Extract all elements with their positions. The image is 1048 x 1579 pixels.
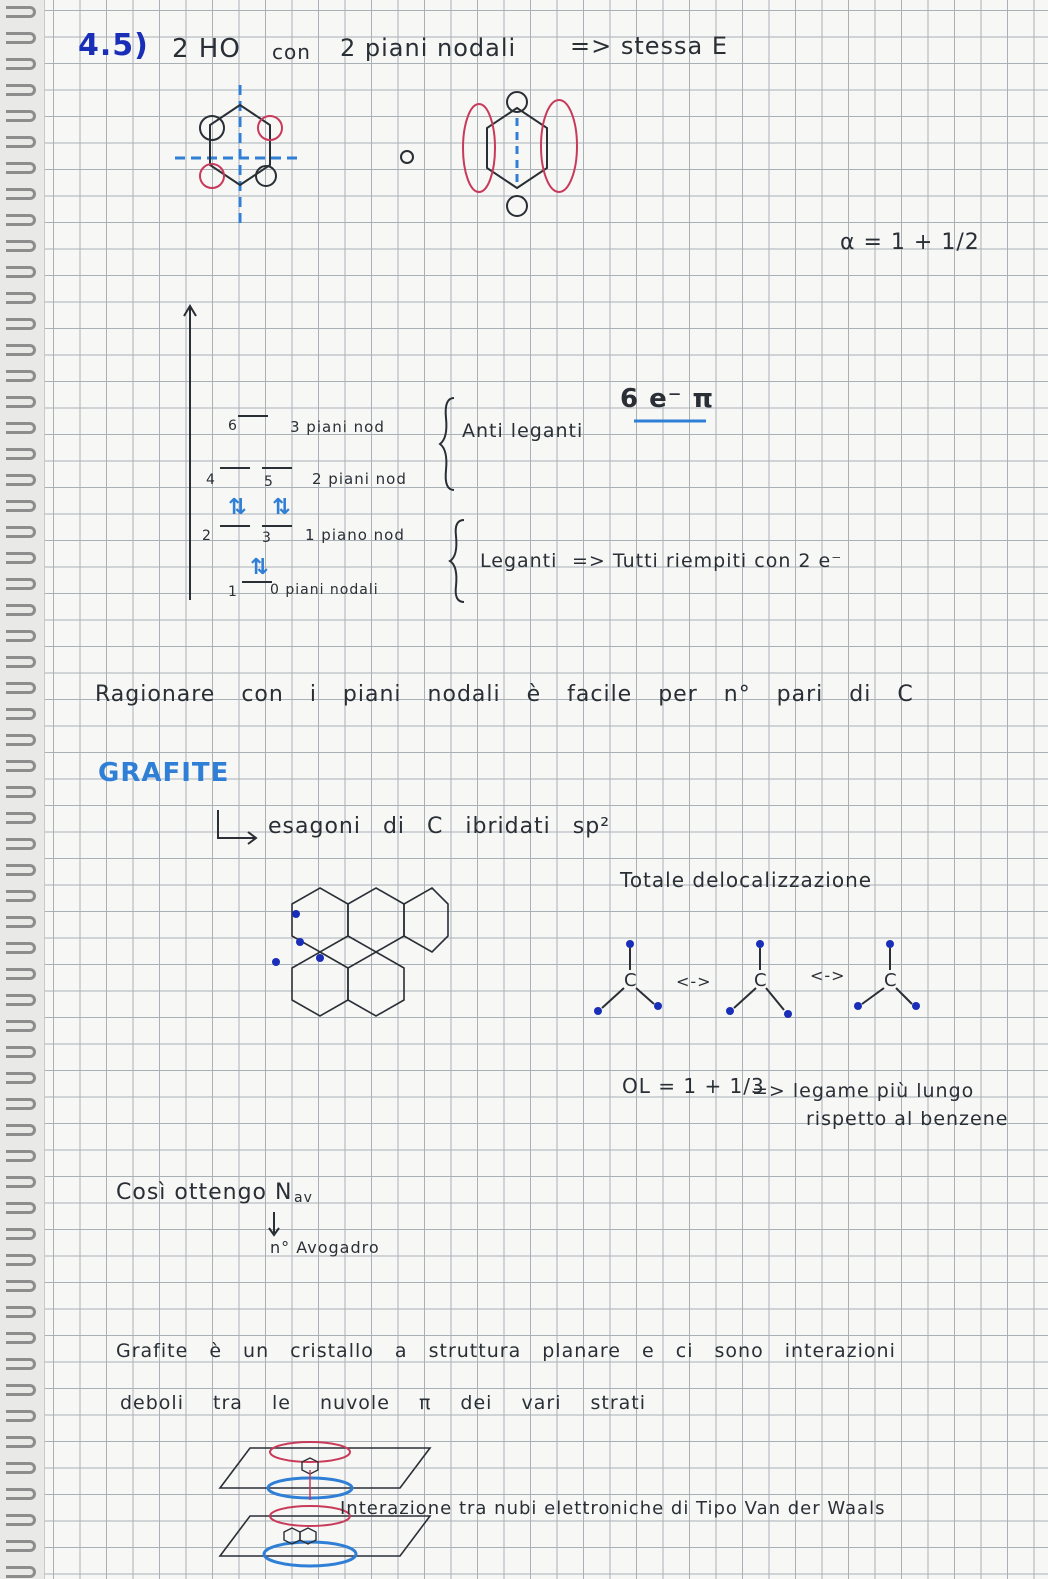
- spiral-coil: [6, 344, 36, 356]
- spiral-coil: [6, 630, 36, 642]
- spiral-coil: [6, 1124, 36, 1136]
- spiral-coil: [6, 916, 36, 928]
- spiral-coil: [6, 214, 36, 226]
- spiral-coil: [6, 760, 36, 772]
- bonding-label: Leganti: [480, 550, 558, 572]
- spiral-coil: [6, 604, 36, 616]
- svg-text:⇅: ⇅: [272, 495, 291, 520]
- level-3-num: 3: [262, 530, 272, 546]
- topic-con: con: [272, 40, 311, 64]
- spiral-coil: [6, 318, 36, 330]
- spiral-coil: [6, 838, 36, 850]
- spiral-coil: [6, 1306, 36, 1318]
- spiral-coil: [6, 1488, 36, 1500]
- spiral-coil: [6, 292, 36, 304]
- bonding-note: => Tutti riempiti con 2 e⁻: [572, 550, 843, 572]
- spiral-coil: [6, 708, 36, 720]
- level-1-label: 0 piani nodali: [270, 582, 379, 598]
- crystal-line-2: deboli tra le nuvole π dei vari strati: [120, 1392, 647, 1414]
- avogadro-subscript: av: [294, 1190, 313, 1206]
- grafite-delocalization: Totale delocalizzazione: [620, 868, 873, 892]
- level-6-num: 6: [228, 418, 238, 434]
- reasoning-line: Ragionare con i piani nodali è facile per n° pari di C: [95, 682, 914, 707]
- spiral-coil: [6, 1566, 36, 1578]
- spiral-coil: [6, 1176, 36, 1188]
- orbital-sketch-left: [170, 80, 310, 230]
- spiral-coil: [6, 84, 36, 96]
- orbital-sketch-right: [455, 88, 595, 228]
- spiral-coil: [6, 1150, 36, 1162]
- spiral-coil: [6, 1202, 36, 1214]
- bond-order-alpha: α = 1 + 1/2: [840, 230, 980, 255]
- spiral-coil: [6, 968, 36, 980]
- bonding-brace: [448, 516, 468, 606]
- grafite-hexagons: esagoni di C ibridati sp²: [268, 814, 611, 839]
- spiral-coil: [6, 1280, 36, 1292]
- bond-order-ol: OL = 1 + 1/3: [622, 1074, 765, 1098]
- arrow-hook: [212, 808, 262, 848]
- spiral-coil: [6, 188, 36, 200]
- spiral-coil: [6, 994, 36, 1006]
- spiral-coil: [6, 786, 36, 798]
- spiral-coil: [6, 32, 36, 44]
- spiral-coil: [6, 1358, 36, 1370]
- avogadro-line: Così ottengo N: [116, 1180, 293, 1205]
- spiral-coil: [6, 1436, 36, 1448]
- spiral-coil: [6, 734, 36, 746]
- spiral-coil: [6, 422, 36, 434]
- bond-note-2: rispetto al benzene: [806, 1108, 1009, 1130]
- level-4-num: 4: [206, 472, 216, 488]
- spiral-coil: [6, 1410, 36, 1422]
- spiral-binding: [0, 0, 45, 1579]
- spiral-coil: [6, 136, 36, 148]
- level-23-label: 1 piano nod: [305, 526, 405, 544]
- resonance-c-3: C: [884, 970, 898, 991]
- spiral-coil: [6, 266, 36, 278]
- spiral-coil: [6, 1384, 36, 1396]
- spiral-coil: [6, 58, 36, 70]
- spiral-coil: [6, 1072, 36, 1084]
- spiral-coil: [6, 1098, 36, 1110]
- level-2-num: 2: [202, 528, 212, 544]
- resonance-arrow-1: <->: [676, 972, 712, 991]
- antibonding-brace: [438, 394, 458, 494]
- level-6-label: 3 piani nod: [290, 418, 385, 436]
- spiral-coil: [6, 1514, 36, 1526]
- resonance-c-1: C: [624, 970, 638, 991]
- topic-nodal-planes: 2 piani nodali: [340, 34, 517, 62]
- resonance-c-2: C: [754, 970, 768, 991]
- level-45-label: 2 piani nod: [312, 470, 407, 488]
- spiral-coil: [6, 942, 36, 954]
- spiral-coil: [6, 526, 36, 538]
- spiral-coil: [6, 1020, 36, 1032]
- spiral-coil: [6, 500, 36, 512]
- section-number: 4.5): [78, 28, 149, 63]
- svg-text:⇅: ⇅: [228, 495, 247, 520]
- level-5-num: 5: [264, 474, 274, 490]
- level-1-num: 1: [228, 584, 238, 600]
- spiral-coil: [6, 682, 36, 694]
- pi-electrons-underline: [632, 418, 712, 424]
- crystal-line-1: Grafite è un cristallo a struttura planare e ci sono interazioni: [116, 1340, 896, 1362]
- spiral-coil: [6, 890, 36, 902]
- spiral-coil: [6, 1046, 36, 1058]
- interaction-note: Interazione tra nubi elettroniche di Tipo Van der Waals: [340, 1498, 886, 1519]
- spiral-coil: [6, 812, 36, 824]
- node-circle: [398, 148, 418, 168]
- spiral-coil: [6, 1462, 36, 1474]
- spiral-coil: [6, 370, 36, 382]
- spiral-coil: [6, 578, 36, 590]
- spiral-coil: [6, 656, 36, 668]
- avogadro-arrow: [266, 1210, 286, 1240]
- spiral-coil: [6, 552, 36, 564]
- spiral-coil: [6, 474, 36, 486]
- spiral-coil: [6, 1254, 36, 1266]
- spiral-coil: [6, 448, 36, 460]
- avogadro-note: n° Avogadro: [270, 1238, 380, 1257]
- energy-axis: [180, 300, 200, 605]
- spiral-coil: [6, 1228, 36, 1240]
- antibonding-label: Anti leganti: [462, 420, 584, 442]
- grafite-title: GRAFITE: [98, 758, 230, 788]
- spiral-coil: [6, 1540, 36, 1552]
- graphite-lattice: [268, 884, 458, 1024]
- spiral-coil: [6, 1332, 36, 1344]
- resonance-arrow-2: <->: [810, 966, 846, 985]
- spiral-coil: [6, 864, 36, 876]
- svg-text:⇅: ⇅: [250, 555, 269, 580]
- spiral-coil: [6, 240, 36, 252]
- spiral-coil: [6, 396, 36, 408]
- pi-electrons: 6 e⁻ π: [620, 384, 715, 414]
- topic-title: 2 HO: [172, 34, 241, 64]
- bond-note-1: => legame più lungo: [752, 1080, 975, 1102]
- topic-same-energy: => stessa E: [570, 32, 729, 60]
- spiral-coil: [6, 162, 36, 174]
- spiral-coil: [6, 110, 36, 122]
- spiral-coil: [6, 6, 36, 18]
